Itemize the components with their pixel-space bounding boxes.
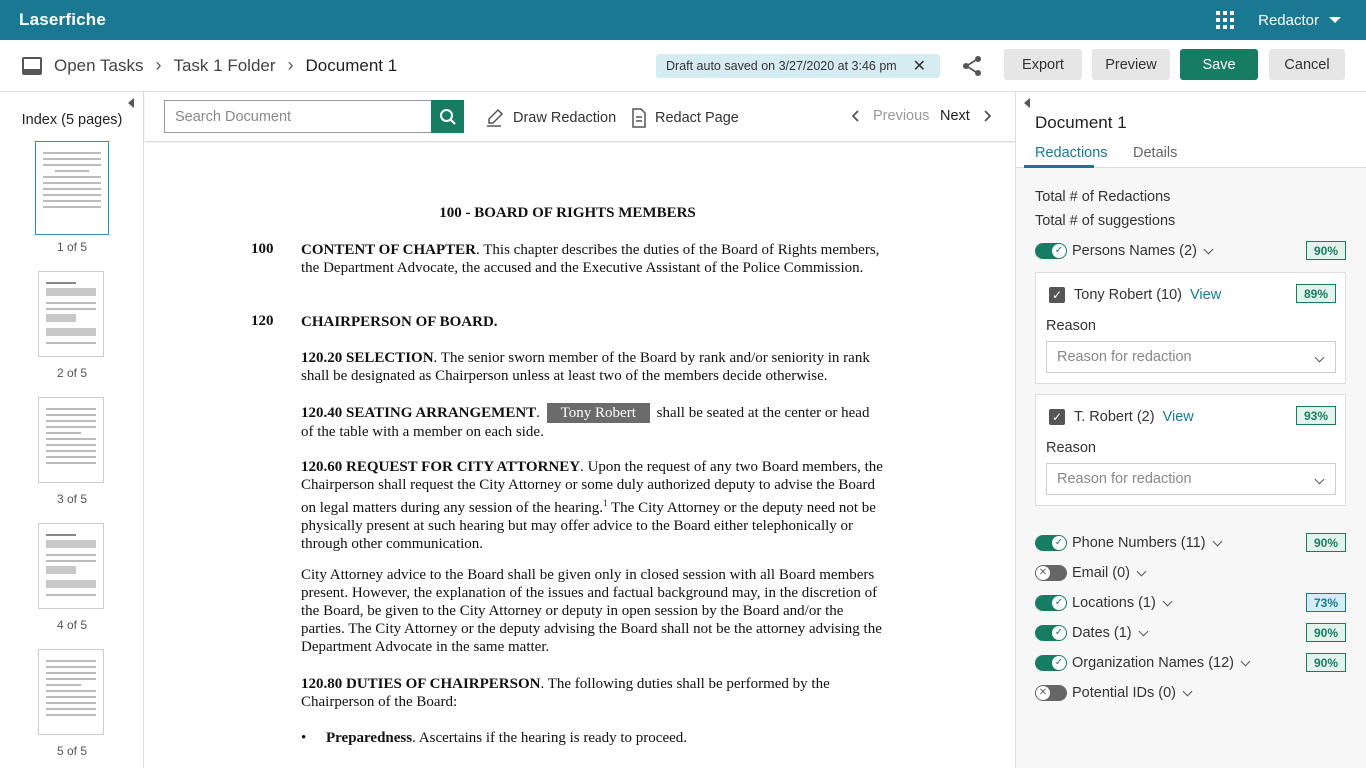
chevron-right-icon [982, 110, 992, 122]
category-label: Phone Numbers (11) [1072, 535, 1206, 551]
section-heading: CONTENT OF CHAPTER [301, 242, 477, 258]
category-label: Persons Names (2) [1072, 243, 1197, 259]
paragraph-120-60 [301, 458, 883, 553]
chevron-left-icon [851, 110, 861, 122]
bullet-item [326, 730, 687, 747]
reason-placeholder: Reason for redaction [1057, 471, 1192, 487]
confidence-badge: 90% [1306, 241, 1346, 260]
section-120-paragraph [301, 313, 883, 331]
paragraph-120-20 [301, 349, 883, 385]
check-icon: ✓ [1052, 244, 1066, 258]
checkbox-checked-icon[interactable]: ✓ [1049, 409, 1065, 425]
total-redactions-label: Total # of Redactions [1035, 189, 1171, 205]
breadcrumb-bar [0, 40, 1366, 92]
confidence-badge: 93% [1296, 406, 1336, 425]
bullet-text: . Ascertains if the hearing is ready to proceed. [412, 730, 688, 746]
category-label: Locations (1) [1072, 595, 1156, 611]
chevron-down-icon[interactable] [1212, 536, 1222, 546]
paragraph-punctuation: . [536, 405, 540, 421]
search-button[interactable] [431, 100, 464, 133]
paragraph-heading: 120.40 SEATING ARRANGEMENT [301, 405, 537, 421]
page-icon [631, 108, 647, 128]
breadcrumb-separator-icon: › [155, 55, 162, 75]
page-thumbnail-5[interactable] [38, 649, 104, 735]
chevron-down-icon[interactable] [1162, 596, 1172, 606]
redact-page-button[interactable] [631, 108, 739, 128]
section-text: . This chapter describes the duties of the Board of Rights members, the Department Advocate, the accused and the Executive Assistant of the Police Commission. [301, 242, 880, 276]
document-toolbar [145, 92, 1015, 142]
share-icon[interactable] [960, 54, 984, 78]
section-number: 120 [251, 313, 274, 329]
chevron-down-icon[interactable] [1137, 566, 1147, 576]
next-label: Next [940, 108, 970, 124]
close-icon[interactable]: ✕ [912, 58, 926, 75]
page-thumbnail-1[interactable] [35, 141, 109, 235]
category-phone-numbers [1035, 534, 1221, 552]
section-number: 100 [251, 241, 274, 257]
paragraph-text: shall be seated at the center or head of the table with a member on each side. [301, 405, 870, 440]
user-menu-label: Redactor [1258, 11, 1319, 29]
toggle-switch[interactable] [1035, 535, 1067, 551]
section-100-paragraph [301, 241, 883, 277]
page-label-5: 5 of 5 [56, 744, 88, 758]
previous-label: Previous [873, 108, 930, 124]
toggle-switch[interactable] [1035, 625, 1067, 641]
save-button[interactable]: Save [1180, 49, 1258, 80]
apps-grid-icon[interactable] [1216, 11, 1234, 29]
confidence-badge: 90% [1306, 653, 1346, 672]
chevron-down-icon [1315, 353, 1325, 363]
document-viewer [145, 143, 1015, 768]
app-logo: Laserfiche [19, 10, 107, 29]
page-thumbnail-4[interactable] [38, 523, 104, 609]
panel-tabs [1016, 140, 1366, 168]
paragraph-heading: 120.20 SELECTION [301, 350, 434, 366]
page-thumbnail-2[interactable] [38, 271, 104, 357]
bullet-heading: Preparedness [326, 730, 413, 746]
repository-icon [22, 57, 42, 75]
confidence-badge: 90% [1306, 533, 1346, 552]
category-dates [1035, 624, 1147, 642]
paragraph-heading: 120.60 REQUEST FOR CITY ATTORNEY [301, 459, 581, 475]
autosave-toast [656, 54, 940, 78]
total-suggestions-label: Total # of suggestions [1035, 213, 1176, 229]
next-button[interactable] [940, 108, 992, 124]
redactions-list [1016, 168, 1366, 768]
person-entry [1074, 287, 1221, 303]
reason-label: Reason [1046, 318, 1096, 334]
category-label: Email (0) [1072, 565, 1131, 581]
page-label-3: 3 of 5 [56, 492, 88, 506]
user-menu[interactable] [1258, 12, 1341, 29]
category-label: Dates (1) [1072, 625, 1132, 641]
paragraph-text: . Upon the request of any two Board members, the Chairperson shall request the City Attorney or some duly authorized deputy to advise the Board on legal matters during any session of the hearing. [301, 459, 883, 516]
tab-redactions[interactable]: Redactions [1035, 145, 1108, 161]
check-icon: ✓ [1052, 536, 1066, 550]
panel-title: Document 1 [1035, 113, 1127, 132]
search-icon [439, 108, 457, 126]
paragraph-heading: 120.80 DUTIES OF CHAIRPERSON [301, 676, 541, 692]
redact-page-label: Redact Page [655, 110, 739, 126]
person-entry [1074, 409, 1194, 425]
checkbox-checked-icon[interactable]: ✓ [1049, 287, 1065, 303]
tab-details[interactable]: Details [1133, 145, 1178, 161]
reason-label: Reason [1046, 440, 1096, 456]
check-icon: ✓ [1052, 626, 1066, 640]
footnote-marker: 1 [603, 498, 608, 508]
person-name: T. Robert (2) [1074, 409, 1155, 425]
chevron-down-icon[interactable] [1203, 244, 1213, 254]
previous-button[interactable] [851, 108, 929, 124]
page-label-2: 2 of 5 [56, 366, 88, 380]
section-heading: CHAIRPERSON OF BOARD. [301, 314, 498, 330]
caret-down-icon [1329, 17, 1341, 23]
paragraph-120-40 [301, 403, 883, 441]
search-input[interactable]: Search Document [164, 100, 432, 133]
breadcrumb-task-folder[interactable]: Task 1 Folder [173, 55, 276, 75]
person-name: Tony Robert (10) [1074, 287, 1182, 303]
toggle-switch[interactable] [1035, 243, 1067, 259]
cancel-button[interactable]: Cancel [1269, 49, 1345, 80]
reason-placeholder: Reason for redaction [1057, 349, 1192, 365]
paragraph-text-continued: The City Attorney or the deputy need not be physically present at such hearing but may offer advice to the Board either telephonically or through other communication. [301, 500, 876, 552]
check-icon: ✓ [1052, 656, 1066, 670]
collapse-left-icon[interactable] [128, 98, 134, 108]
chevron-down-icon[interactable] [1138, 626, 1148, 636]
chevron-down-icon[interactable] [1183, 686, 1193, 696]
paragraph-text: . The senior sworn member of the Board by rank and/or seniority in rank shall be designated as Chairperson unless at least two of the members decide otherwise. [301, 350, 870, 384]
toggle-switch[interactable] [1035, 685, 1067, 701]
person-card [1035, 272, 1346, 384]
chevron-down-icon[interactable] [1241, 656, 1251, 666]
view-link[interactable]: View [1190, 287, 1222, 303]
person-card [1035, 394, 1346, 506]
page-label-1: 1 of 5 [56, 240, 88, 254]
view-link[interactable]: View [1162, 409, 1194, 425]
category-organization-names [1035, 654, 1249, 672]
x-icon: ✕ [1036, 566, 1050, 580]
autosave-text: Draft auto saved on 3/27/2020 at 3:46 pm [666, 59, 897, 73]
collapse-right-icon[interactable] [1024, 98, 1030, 108]
x-icon: ✕ [1036, 686, 1050, 700]
breadcrumb-current: Document 1 [305, 55, 398, 75]
index-title: Index (5 pages) [21, 112, 123, 128]
page-thumbnail-3[interactable] [38, 397, 104, 483]
toggle-switch[interactable] [1035, 655, 1067, 671]
draw-redaction-label: Draw Redaction [513, 110, 617, 126]
reason-select[interactable] [1046, 463, 1336, 495]
chevron-down-icon [1315, 475, 1325, 485]
draw-pen-icon [485, 108, 505, 128]
category-label: Potential IDs (0) [1072, 685, 1176, 701]
draw-redaction-button[interactable] [485, 108, 616, 128]
top-bar [0, 0, 1366, 40]
category-email [1035, 564, 1145, 582]
toggle-switch[interactable] [1035, 595, 1067, 611]
toggle-switch[interactable] [1035, 565, 1067, 581]
page-index-panel [0, 92, 144, 768]
preview-button[interactable]: Preview [1092, 49, 1170, 80]
redaction-box[interactable]: Tony Robert [547, 403, 650, 423]
breadcrumb-separator-icon: › [287, 55, 294, 75]
redactions-panel [1015, 92, 1366, 768]
paragraph-city-attorney: City Attorney advice to the Board shall be given only in closed session with all Board members present. However, the explanation of the issues and factual background may, in the discretion of the Board, be given to the City Attorney or deputy in open session by the Board and/or the parties. The City Attorney or the deputy advising the Board shall not be the attorney advising the Department Advocate in the same matter. [301, 567, 882, 655]
category-potential-ids [1035, 684, 1191, 702]
paragraph-text: . The following duties shall be performed by the Chairperson of the Board: [301, 676, 830, 710]
confidence-badge: 89% [1296, 284, 1336, 303]
confidence-badge: 90% [1306, 623, 1346, 642]
reason-select[interactable] [1046, 341, 1336, 373]
category-locations [1035, 594, 1171, 612]
breadcrumb-open-tasks[interactable]: Open Tasks [54, 55, 144, 75]
page-label-4: 4 of 5 [56, 618, 88, 632]
export-button[interactable]: Export [1004, 49, 1082, 80]
paragraph-120-80 [301, 675, 883, 711]
bullet-icon: • [301, 730, 307, 746]
confidence-badge: 73% [1306, 593, 1346, 612]
category-label: Organization Names (12) [1072, 655, 1234, 671]
check-icon: ✓ [1052, 596, 1066, 610]
category-persons-names [1035, 242, 1212, 260]
document-heading: 100 - BOARD OF RIGHTS MEMBERS [439, 205, 696, 221]
